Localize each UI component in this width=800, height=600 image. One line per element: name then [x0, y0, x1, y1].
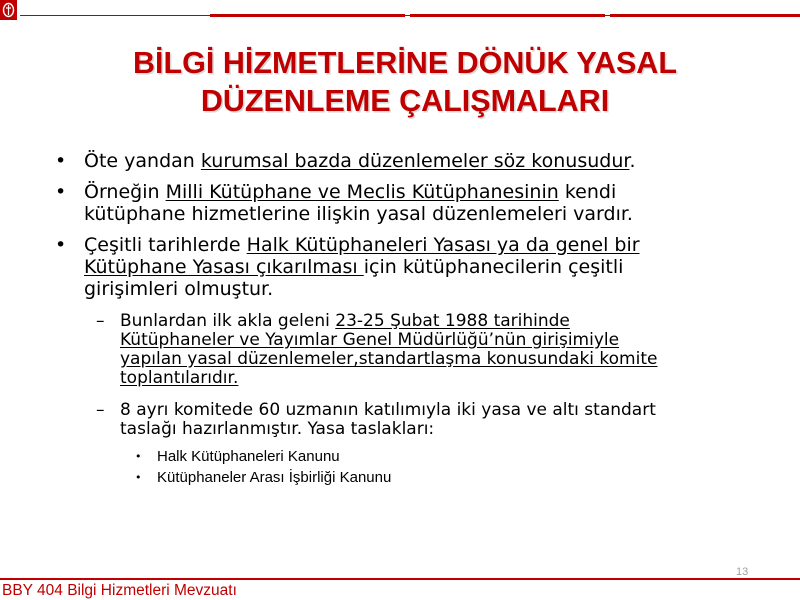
footer-course-title: BBY 404 Bilgi Hizmetleri Mevzuatı: [2, 582, 237, 599]
bullet-line: [84, 256, 623, 278]
text-run: Bunlardan ilk akla geleni: [120, 311, 336, 331]
footer-rule: [0, 578, 800, 580]
bullet-line: [84, 203, 633, 225]
sub-bullet-line: [120, 419, 434, 439]
page-number: 13: [736, 566, 749, 578]
sub-bullet-line: [120, 311, 570, 331]
underlined-text: toplantılarıdır.: [120, 368, 239, 388]
bullet-dot: •: [55, 181, 67, 203]
bullet-dot: •: [55, 234, 67, 256]
underlined-text: Kütüphane Yasası çıkarılması: [84, 256, 364, 278]
bullet-line: [84, 234, 640, 256]
underlined-text: kurumsal bazda düzenlemeler söz konusudur: [200, 150, 630, 172]
third-bullet-dot: •: [135, 450, 142, 463]
underlined-text: 23-25 Şubat 1988 tarihinde: [335, 311, 570, 331]
bullet-line: [84, 278, 273, 300]
sub-bullet-dash: –: [96, 311, 105, 331]
text-run: kendi: [558, 181, 617, 203]
bullet-line: [84, 150, 635, 172]
text-run: taslağı hazırlanmıştır. Yasa taslakları:: [120, 419, 435, 439]
sub-bullet-line: [120, 368, 238, 388]
text-run: kütüphane hizmetlerine ilişkin yasal düzenlemeleri vardır.: [84, 203, 633, 225]
text-run: 8 ayrı komitede 60 uzmanın katılımıyla iki yasa ve altı standart: [120, 400, 656, 420]
sub-bullet-dash: –: [96, 400, 105, 420]
text-run: Çeşitli tarihlerde: [84, 234, 247, 256]
bullet-dot: •: [55, 150, 67, 172]
underlined-text: Halk Kütüphaneleri Yasası ya da genel bir: [246, 234, 640, 256]
slide-title-line-1: BİLGİ HİZMETLERİNE DÖNÜK YASAL: [133, 46, 677, 80]
third-bullet-item: Kütüphaneler Arası İşbirliği Kanunu: [157, 469, 392, 486]
text-run: .: [629, 150, 636, 172]
underlined-text: Kütüphaneler ve Yayımlar Genel Müdürlüğü’nün girişimiyle: [120, 330, 620, 350]
bullet-line: [84, 181, 616, 203]
third-bullet-item: Halk Kütüphaneleri Kanunu: [157, 448, 340, 465]
sub-bullet-line: [120, 349, 657, 369]
third-bullet-dot: •: [135, 471, 142, 484]
text-run: Örneğin: [84, 181, 166, 203]
slide-title-line-2: DÜZENLEME ÇALIŞMALARI: [200, 84, 610, 118]
sub-bullet-line: [120, 400, 656, 420]
text-run: Öte yandan: [84, 150, 201, 172]
underlined-text: Milli Kütüphane ve Meclis Kütüphanesinin: [165, 181, 559, 203]
sub-bullet-line: [120, 330, 619, 350]
text-run: girişimleri olmuştur.: [84, 278, 274, 300]
text-run: için kütüphanecilerin çeşitli: [363, 256, 624, 278]
underlined-text: yapılan yasal düzenlemeler,standartlaşma konusundaki komite: [120, 349, 658, 369]
